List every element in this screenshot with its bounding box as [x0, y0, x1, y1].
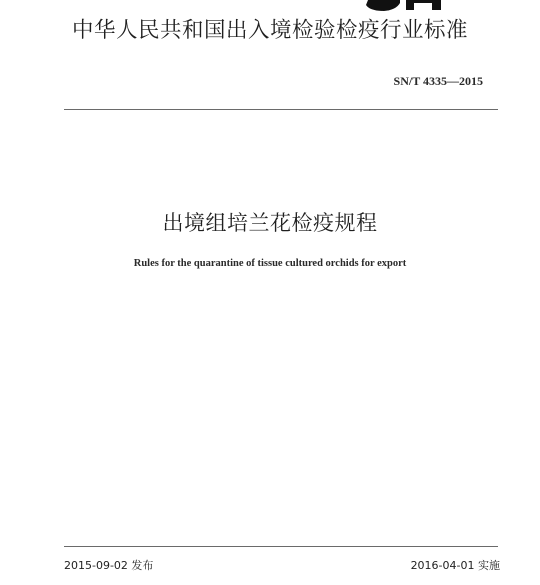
document-title-chinese: 出境组培兰花检疫规程	[162, 211, 378, 235]
sn-logo-n-shape	[406, 0, 441, 10]
issuing-standard-category: 中华人民共和国出入境检验检疫行业标准	[71, 18, 468, 43]
sn-logo-s-shape	[366, 0, 400, 11]
header-divider	[64, 109, 498, 110]
implementation-date: 2016-04-01 实施	[410, 559, 500, 572]
sn-logo	[0, 0, 540, 12]
footer-divider	[64, 546, 498, 547]
document-title-english: Rules for the quarantine of tissue cultured orchids for export	[133, 258, 407, 269]
sn-logo-graphic	[0, 0, 540, 12]
standard-number: SN/T 4335—2015	[393, 74, 483, 88]
issue-date: 2015-09-02 发布	[64, 559, 154, 572]
